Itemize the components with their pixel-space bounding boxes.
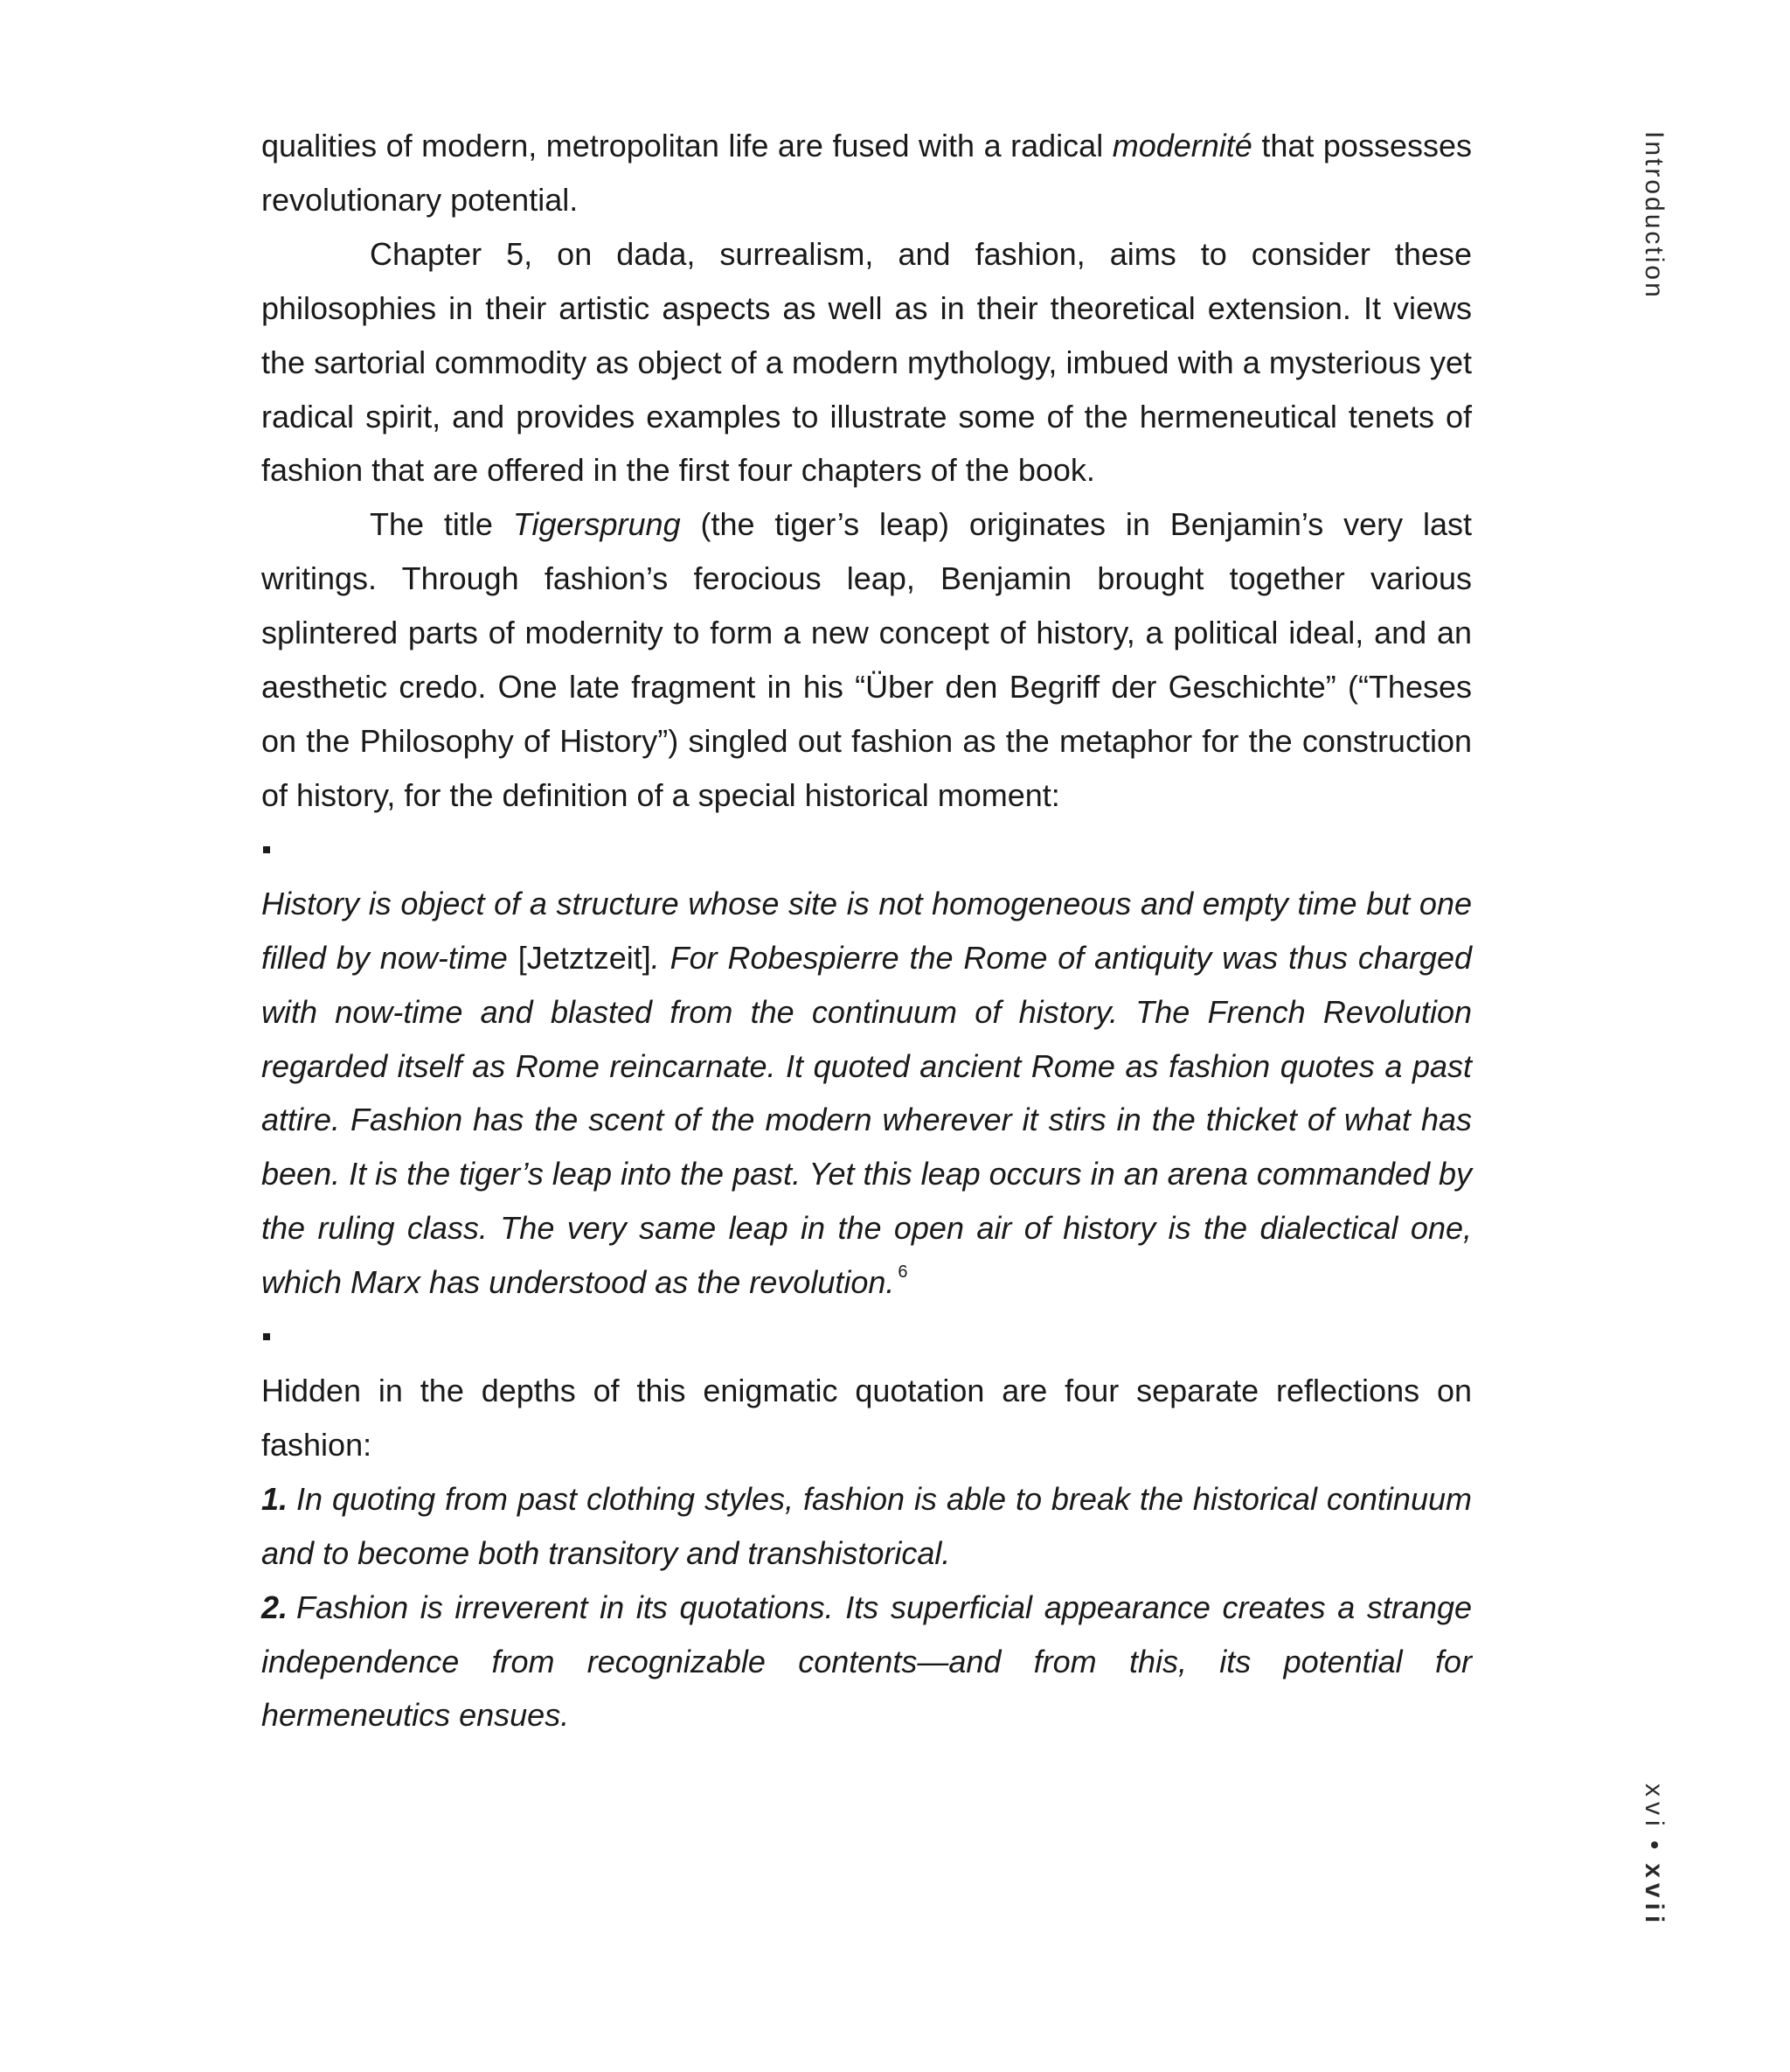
paragraph-1-text-a: qualities of modern, metropolitan life are fused with a radical xyxy=(261,128,1113,163)
block-quote-roman: [Jetztzeit] xyxy=(517,939,651,976)
list-item-text: Fashion is irreverent in its quotations. Its superficial appearance creates a strange independence from recognizable contents—and from this, its potential for hermeneutics ensues. xyxy=(261,1589,1472,1734)
block-quote xyxy=(261,877,1472,1310)
block-quote-text-b: . For Robespierre the Rome of antiquity was thus charged with now-time and blasted from the continuum of history. The French Revolution regarded itself as Rome reincarnate. It quoted ancient Rome as fashion quotes a past attire. Fashion has the scent of the modern wherever it stirs in the thicket of what has been. It is the tiger’s leap into the past. Yet this leap occurs in an arena commanded by the ruling class. The very same leap in the open air of history is the dialectical one, which Marx has understood as the revolution. xyxy=(261,939,1472,1301)
page-body xyxy=(261,119,1472,1742)
block-quote-text-a: History is object of a structure whose site is not homogeneous and empty time but one filled by now-time xyxy=(261,885,1472,976)
page-number-right: xvii xyxy=(1640,1863,1669,1929)
paragraph-3 xyxy=(261,497,1472,822)
paragraph-3-text-b: (the tiger’s leap) originates in Benjamin’s very last writings. Through fashion’s ferocious leap, Benjamin brought together various splintered parts of modernity to form a new concept of history, a political ideal, and an aesthetic credo. One late fragment in his “Über den Begriff der Geschichte” (“Theses on the Philosophy of History”) singled out fashion as the metaphor for the construction of history, for the definition of a special historical moment: xyxy=(261,506,1472,813)
list-item xyxy=(261,1581,1472,1743)
paragraph-1 xyxy=(261,119,1472,227)
paragraph-2: Chapter 5, on dada, surrealism, and fashion, aims to consider these philosophies in their artistic aspects as well as in their theoretical extension. It views the sartorial commodity as object of a modern mythology, imbued with a mysterious yet radical spirit, and provides examples to illustrate some of the hermeneutical tenets of fashion that are offered in the first four chapters of the book. xyxy=(261,235,1472,489)
page-numbers xyxy=(1639,1783,1669,1928)
paragraph-after-quote: Hidden in the depths of this enigmatic quotation are four separate reflections on fashion: xyxy=(261,1373,1472,1463)
list-item-number: 2. xyxy=(261,1589,288,1625)
paragraph-3-text-a: The title xyxy=(370,506,513,543)
page-number-separator: • xyxy=(1640,1839,1669,1855)
list-item-number: 1. xyxy=(261,1480,288,1517)
paragraph-1-text-b: that possesses revolutionary potential. xyxy=(261,128,1472,218)
section-marker-bottom xyxy=(263,1333,270,1340)
list-item-text: In quoting from past clothing styles, fashion is able to break the historical continuum and to become both transitory and transhistorical. xyxy=(261,1480,1472,1571)
page-number-left: xvi xyxy=(1640,1783,1669,1832)
running-head: Introduction xyxy=(1640,131,1669,300)
footnote-marker: 6 xyxy=(898,1262,908,1283)
paragraph-3-emphasis: Tigersprung xyxy=(512,506,681,543)
paragraph-1-emphasis: modernité xyxy=(1112,128,1252,163)
section-marker-top xyxy=(263,846,270,853)
list-item xyxy=(261,1472,1472,1581)
